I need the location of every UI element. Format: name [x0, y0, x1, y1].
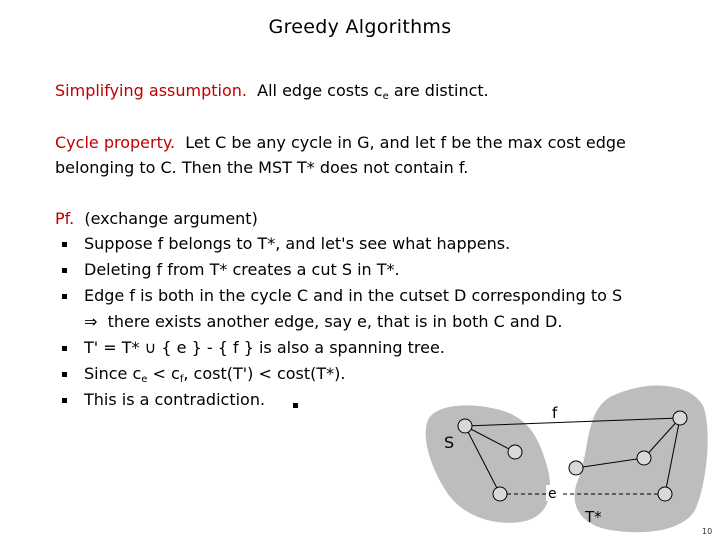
cycle-property-text: Let C be any cycle in G, and let f be the max cost edge [185, 133, 626, 152]
label-e: e [548, 486, 557, 502]
assumption-text-after: are distinct. [393, 81, 489, 100]
assumption-text: All edge costs c [257, 81, 383, 100]
graph-node [458, 419, 472, 433]
proof-bullet-1: Suppose f belongs to T*, and let's see what happens. [84, 234, 511, 253]
since-text-2: < c [152, 364, 180, 383]
since-subscript-f: f [179, 374, 184, 385]
cycle-property-label: Cycle property. [55, 133, 176, 152]
label-tstar: T* [585, 508, 602, 526]
graph-node [637, 451, 651, 465]
graph-node [493, 487, 507, 501]
graph-node [673, 411, 687, 425]
implies-text: there exists another edge, say e, that is in both C and D. [107, 312, 563, 331]
since-text-3: , cost(T') < cost(T*). [183, 364, 346, 383]
implies-symbol: ⇒ [84, 312, 98, 331]
graph-node [508, 445, 522, 459]
proof-bullet-2: Deleting f from T* creates a cut S in T*. [84, 260, 400, 279]
assumption-subscript: e [382, 91, 389, 102]
graph-node [569, 461, 583, 475]
proof-bullet-4: T' = T* ∪ { e } - { f } is also a spanning tree. [84, 338, 445, 357]
cycle-property-line-2: belonging to C. Then the MST T* does not contain f. [55, 158, 469, 177]
assumption-label: Simplifying assumption. [55, 81, 247, 100]
proof-bullet-5: This is a contradiction. [84, 390, 266, 409]
page-number: 10 [702, 527, 713, 536]
label-f: f [552, 404, 558, 422]
since-text-1: Since c [84, 364, 142, 383]
proof-bullet-3: Edge f is both in the cycle C and in the cutset D corresponding to S [84, 286, 623, 305]
graph-node [658, 487, 672, 501]
proof-intro: (exchange argument) [84, 209, 258, 228]
slide-title: Greedy Algorithms [268, 16, 452, 38]
label-s: S [444, 433, 455, 452]
proof-label: Pf. [55, 209, 75, 228]
since-subscript-e: e [141, 374, 148, 385]
